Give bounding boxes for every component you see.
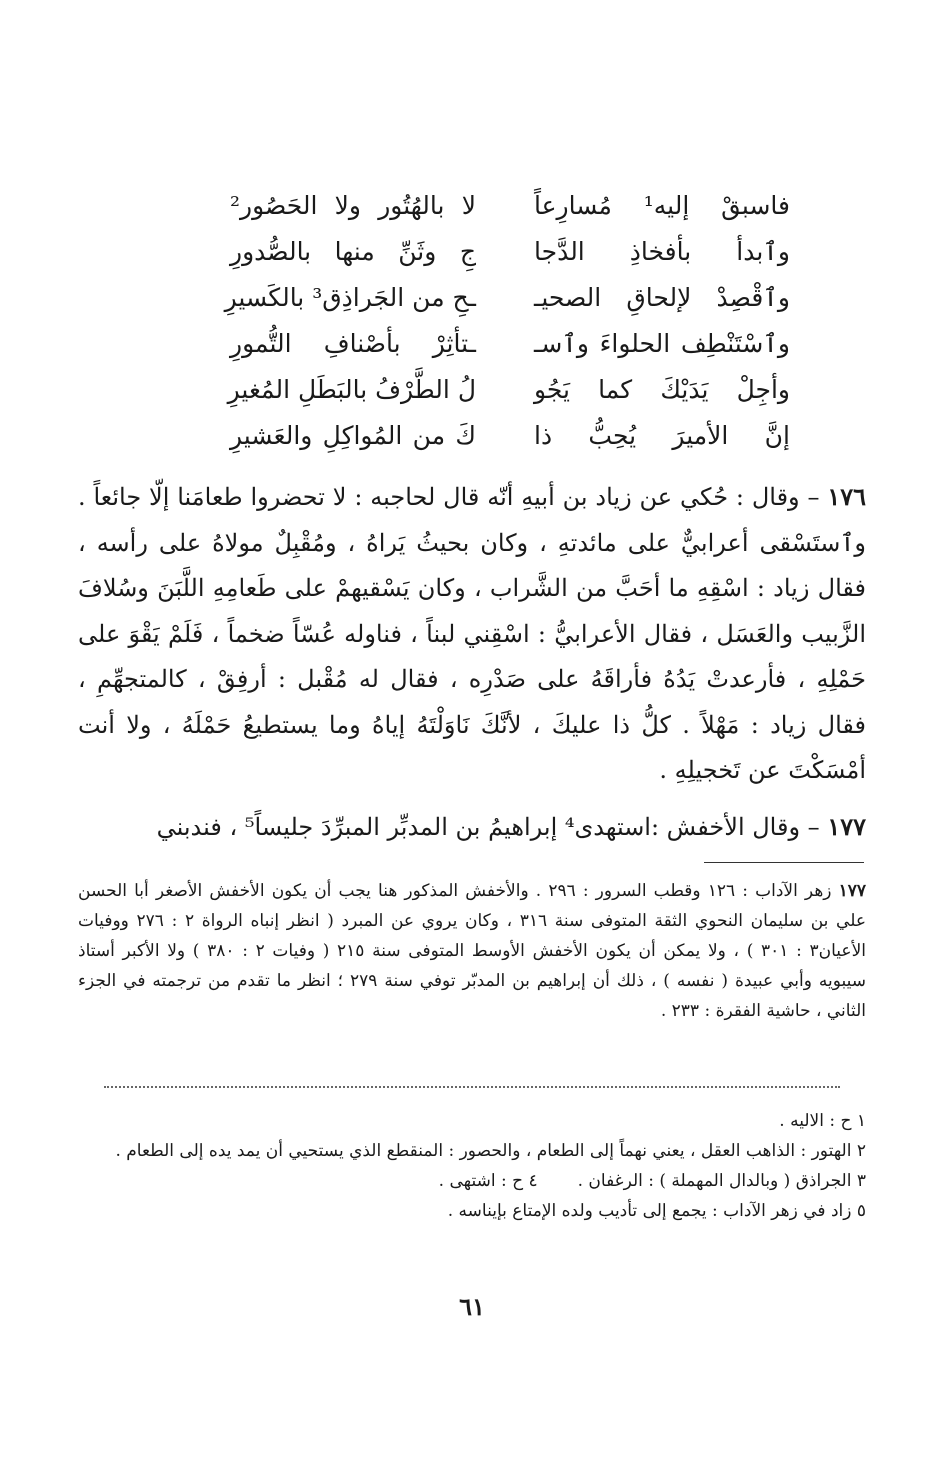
footnote-text: الجراذق ( وبالدال المهملة ) : الرغفان . — [577, 1171, 852, 1191]
footnotes — [78, 1106, 866, 1226]
footnote-4 — [439, 1166, 538, 1196]
paragraph-text: – وقال الأخفش :استهدى⁴ إبراهيمُ بن المدبِّر المبرِّدَ جليساً⁵ ، فندبني — [156, 813, 820, 841]
footnote-text: الهتور : الذاهب العقل ، يعني نهماً إلى الطعام ، والحصور : المنقطع الذي يستحيي أن يمد يده إلى الطعام . — [115, 1141, 852, 1161]
paragraph-number: ١٧٦ — [827, 482, 867, 511]
source-note-177 — [78, 876, 866, 1026]
footnote-separator — [704, 862, 864, 863]
verse-second-hemistich: ـتأثِرْ بأصْنافِ التُّمورِ — [230, 329, 476, 358]
verse-first-hemistich: وٱبدأ بأفخاذِ الدَّجا — [534, 237, 790, 266]
poem-verse-1 — [230, 186, 790, 232]
footnote-text: زاد في زهر الآداب : يجمع إلى تأديب ولده الإمتاع بإيناسه . — [447, 1201, 852, 1221]
paragraph-176 — [78, 474, 866, 794]
verse-second-hemistich: كَ من المُواكِلِ والعَشيرِ — [230, 421, 476, 450]
note-text: زهر الآداب : ١٢٦ وقطب السرور : ٢٩٦ . والأخفش المذكور هنا يجب أن يكون الأخفش الأصغر أبا الحسن علي بن سليمان النحوي الثقة المتوفى سنة ٣١٦ ، وكان يروي عن المبرد ( انظر إنباه الرواة ٢ : ٢٧٦ ووفيات الأعيان٣ : ٣٠١ ) ، ولا يمكن أن يكون الأخفش الأوسط المتوفى سنة ٢١٥ ( وفيات ٢ : ٣٨٠ ) ولا الأكبر أستاذ سيبويه وأبي عبيدة ( نفسه ) ، ذلك أن إبراهيم بن المدبّر توفي سنة ٢٧٩ ؛ انظر ما تقدم من ترجمته في الجزء الثاني ، حاشية الفقرة : ٢٣٣ . — [78, 881, 867, 1021]
footnote-number: ٤ — [528, 1171, 538, 1191]
paragraph-text: – وقال : حُكي عن زياد بن أبيهِ أنّه قال لحاجبه : لا تحضروا طعامَنا إلّا جائعاً . وٱستَسْقى أعرابيٌّ على مائدتهِ ، وكان بحيثُ يَراهُ ، ومُقْبِلٌ مولاهُ على رأسه ، فقال زياد : اسْقِهِ ما أحَبَّ من الشَّراب ، وكان يَسْقيهمْ على طَعامِهِ اللَّبَنَ وسُلافَ الزَّبيب والعَسَل ، فقال الأعرابيُّ : اسْقِني لبناً ، فناوله عُسّاً ضخماً ، فَلَمْ يَقْوَ على حَمْلِهِ ، فأرعدتْ يَدُهُ فأراقَهُ على صَدْرِه ، فقال له مُقْبل : أرفِقْ ، كالمتجهِّمِ ، فقال زياد : مَهْلاً . كلُّ ذا عليكَ ، لأنَّكَ نَاوَلْتَهُ إياهُ وما يستطيعُ حَمْلَهُ ، ولا أنت أمْسَكْتَ عن تَخجيلِهِ . — [78, 483, 866, 784]
footnote-1 — [78, 1106, 866, 1136]
paragraph-177 — [78, 804, 866, 851]
verse-second-hemistich: ـحِ من الجَراذِق³ بالكَسيرِ — [224, 283, 476, 312]
footnote-number: ٥ — [856, 1201, 866, 1221]
verse-first-hemistich: إنَّ الأميرَ يُحِبُّ ذا — [534, 421, 790, 450]
footnote-2 — [78, 1136, 866, 1166]
footnote-number: ٣ — [856, 1171, 866, 1191]
poem-verse-5 — [227, 370, 790, 416]
paragraph-number: ١٧٧ — [827, 812, 866, 841]
verse-first-hemistich: وأجِلْ يَدَيْكَ كما يَجُو — [534, 375, 790, 404]
poem-block — [224, 186, 790, 462]
poem-verse-3 — [224, 278, 790, 324]
footnote-text: ح : الاليه . — [779, 1111, 852, 1131]
footnote-3 — [578, 1166, 866, 1196]
poem-verse-2 — [230, 232, 790, 278]
verse-second-hemistich: لا بالهُتُور ولا الحَصُور² — [230, 191, 476, 220]
footnote-number: ٢ — [856, 1141, 866, 1161]
footnote-5 — [78, 1196, 866, 1226]
verse-second-hemistich: لُ الطَّرْفُ بالبَطَلِ المُغيرِ — [227, 375, 476, 404]
footnote-text: ح : اشتهى . — [438, 1171, 524, 1191]
note-number: ١٧٧ — [838, 881, 867, 901]
verse-first-hemistich: وٱقْصِدْ لإلحاقِ الصحيـ — [534, 283, 790, 312]
footnotes-3-4 — [78, 1166, 866, 1196]
verse-first-hemistich: فاسبقْ إليه¹ مُسارِعاً — [534, 191, 790, 220]
poem-verse-6 — [230, 416, 790, 462]
footnote-number: ١ — [856, 1111, 866, 1131]
page-number: ٦١ — [459, 1292, 485, 1321]
verse-first-hemistich: وٱسْتَنْطِف الحلواءَ وٱسـ — [534, 329, 790, 358]
dotted-separator — [104, 1086, 840, 1088]
poem-verse-4 — [230, 324, 790, 370]
verse-second-hemistich: جِ وثَنِّ منها بالصُّدورِ — [230, 237, 476, 266]
